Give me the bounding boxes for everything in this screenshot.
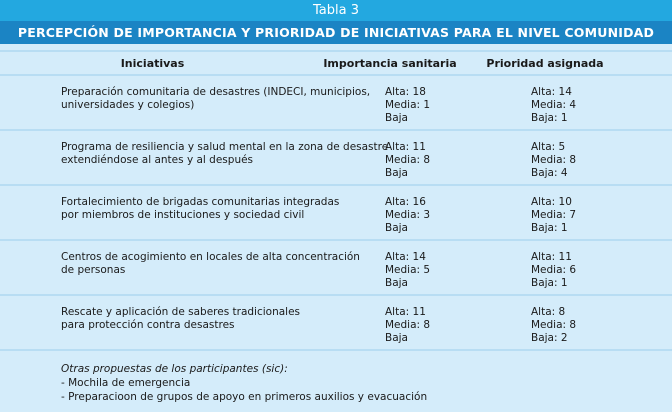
initiative-line: Centros de acogimiento en locales de alta concentración (61, 251, 360, 263)
initiative-cell (0, 86, 371, 112)
priority-line: Alta: 8 (531, 306, 566, 318)
initiative-line: Rescate y aplicación de saberes tradicionales (61, 306, 301, 318)
importance-line: Media: 3 (385, 209, 431, 221)
priority-line: Baja: 1 (531, 222, 568, 234)
priority-line: Media: 6 (531, 264, 577, 276)
importance-cell (385, 141, 430, 180)
importance-cell (385, 251, 430, 290)
importance-line: Alta: 18 (385, 86, 426, 98)
table-row (0, 241, 672, 296)
priority-cell (531, 196, 576, 235)
table-title: PERCEPCIÓN DE IMPORTANCIA Y PRIORIDAD DE INICIATIVAS PARA EL NIVEL COMUNIDAD (0, 21, 672, 44)
table-row (0, 76, 672, 131)
priority-line: Alta: 11 (531, 251, 572, 263)
initiative-line: extendiéndose al antes y al después (61, 154, 254, 166)
header-initiatives: Iniciativas (120, 56, 185, 70)
table-row (0, 186, 672, 241)
table-row (0, 131, 672, 186)
initiative-cell (0, 306, 300, 332)
header-priority: Prioridad asignada (486, 56, 604, 70)
priority-line: Media: 8 (531, 154, 577, 166)
importance-line: Baja (385, 112, 408, 124)
initiative-cell (0, 251, 360, 277)
importance-line: Alta: 11 (385, 306, 426, 318)
other-proposals-title: Otras propuestas de los participantes (sic): (61, 363, 288, 375)
importance-line: Baja (385, 277, 408, 289)
priority-line: Alta: 10 (531, 196, 572, 208)
table-label: Tabla 3 (0, 0, 672, 21)
priority-cell (531, 251, 576, 290)
priority-line: Media: 7 (531, 209, 577, 221)
importance-cell (385, 306, 430, 345)
importance-line: Alta: 11 (385, 141, 426, 153)
priority-line: Media: 8 (531, 319, 577, 331)
priority-line: Media: 4 (531, 99, 577, 111)
other-proposal-item: - Preparacioon de grupos de apoyo en primeros auxilios y evacuación (61, 391, 428, 403)
priority-cell (531, 86, 576, 125)
initiative-line: por miembros de instituciones y sociedad civil (61, 209, 305, 221)
importance-line: Baja (385, 167, 408, 179)
initiative-line: Preparación comunitaria de desastres (INDECI, municipios, (61, 86, 371, 98)
initiative-line: Fortalecimiento de brigadas comunitarias integradas (61, 196, 340, 208)
initiative-line: Programa de resiliencia y salud mental en la zona de desastre (61, 141, 389, 153)
initiative-line: universidades y colegios) (61, 99, 195, 111)
importance-cell (385, 86, 430, 125)
importance-line: Baja (385, 332, 408, 344)
table-header (0, 50, 672, 76)
initiative-line: para protección contra desastres (61, 319, 235, 331)
initiative-cell (0, 141, 389, 167)
importance-line: Media: 1 (385, 99, 431, 111)
table-body (0, 76, 672, 351)
priority-line: Alta: 14 (531, 86, 572, 98)
importance-line: Baja (385, 222, 408, 234)
other-proposal-item: - Mochila de emergencia (61, 377, 191, 389)
priority-line: Alta: 5 (531, 141, 566, 153)
importance-line: Media: 5 (385, 264, 431, 276)
initiative-cell (0, 196, 340, 222)
importance-cell (385, 196, 430, 235)
priority-line: Baja: 2 (531, 332, 568, 344)
importance-line: Alta: 16 (385, 196, 426, 208)
header-importance: Importancia sanitaria (323, 56, 457, 70)
importance-line: Media: 8 (385, 154, 431, 166)
priority-cell (531, 141, 576, 180)
priority-line: Baja: 1 (531, 112, 568, 124)
priority-cell (531, 306, 576, 345)
initiative-line: de personas (61, 264, 126, 276)
importance-line: Media: 8 (385, 319, 431, 331)
table-row (0, 296, 672, 351)
priority-line: Baja: 1 (531, 277, 568, 289)
importance-line: Alta: 14 (385, 251, 426, 263)
priority-line: Baja: 4 (531, 167, 568, 179)
other-proposals (0, 351, 672, 404)
